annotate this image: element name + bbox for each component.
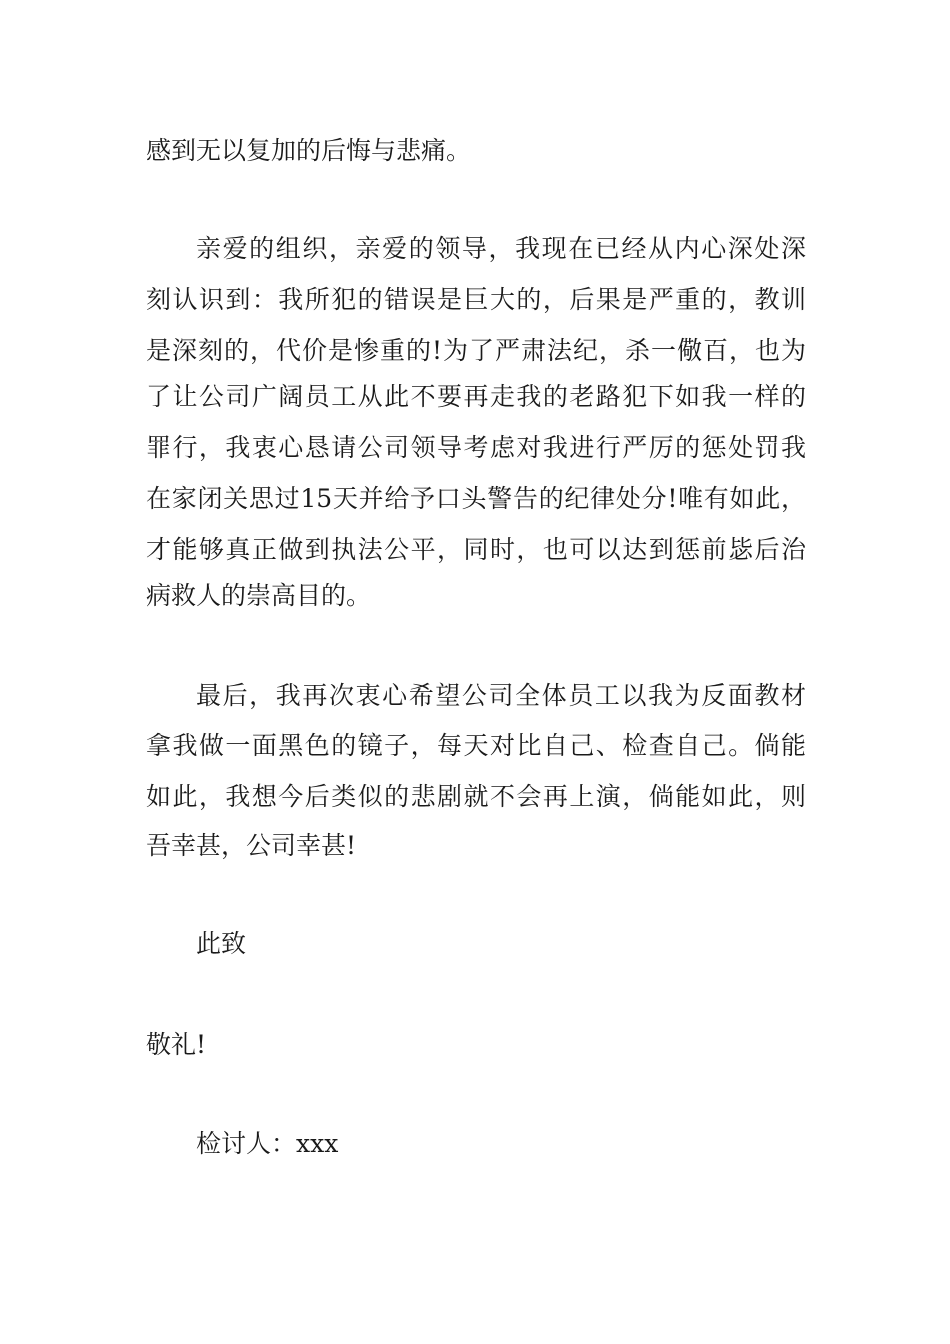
paragraph-line: 如此，我想今后类似的悲剧就不会再上演，倘能如此，则 [146,782,806,811]
paragraph-line: 亲爱的组织，亲爱的领导，我现在已经从内心深处深 [196,234,806,263]
closing-regards: 敬礼! [146,1030,207,1059]
paragraph-line: 罪行，我衷心恳请公司领导考虑对我进行严厉的惩处罚我 [146,433,806,462]
paragraph-line: 吾幸甚，公司幸甚! [146,831,357,860]
paragraph-line: 拿我做一面黑色的镜子，每天对比自己、检查自己。倘能 [146,731,806,760]
paragraph-line: 才能够真正做到执法公平，同时，也可以达到惩前毖后治 [146,535,806,564]
paragraph-line: 是深刻的，代价是惨重的!为了严肃法纪，杀一儆百，也为 [146,336,806,365]
signature-line: 检讨人：xxx [196,1129,339,1158]
paragraph-line: 病救人的崇高目的。 [146,581,372,610]
paragraph-line: 感到无以复加的后悔与悲痛。 [146,136,472,165]
paragraph-line: 了让公司广阔员工从此不要再走我的老路犯下如我一样的 [146,382,806,411]
closing-salutation: 此致 [196,929,247,958]
paragraph-line: 最后，我再次衷心希望公司全体员工以我为反面教材 [196,681,806,710]
paragraph-line: 在家闭关思过15天并给予口头警告的纪律处分!唯有如此， [146,484,806,513]
paragraph-line: 刻认识到：我所犯的错误是巨大的，后果是严重的，教训 [146,285,806,314]
